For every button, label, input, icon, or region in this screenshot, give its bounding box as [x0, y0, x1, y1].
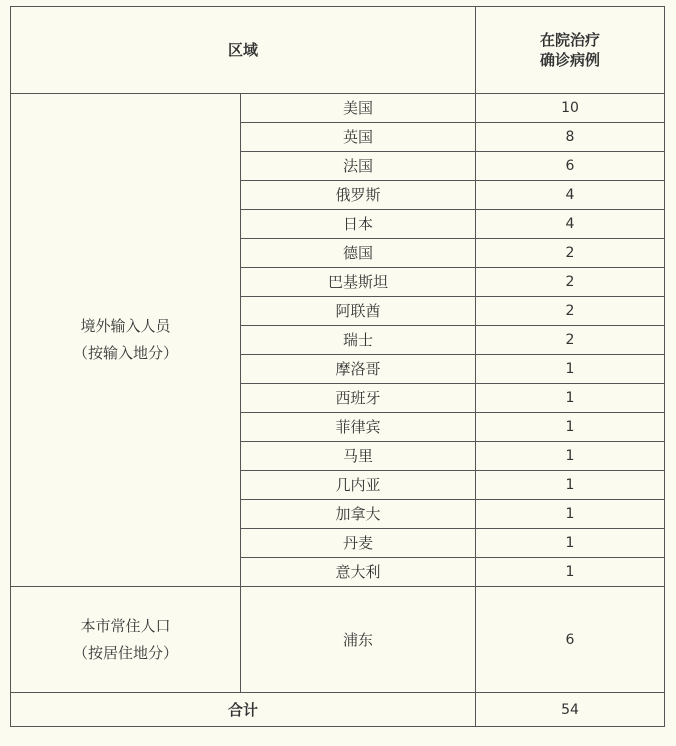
case-count-cell: 1	[476, 500, 665, 529]
header-cases-line1: 在院治疗	[540, 31, 601, 49]
country-cell: 美国	[241, 94, 476, 123]
case-count-cell: 1	[476, 471, 665, 500]
local-label-line1: 本市常住人口	[80, 616, 171, 635]
case-count-cell: 1	[476, 355, 665, 384]
table-row	[11, 94, 665, 123]
case-count-cell: 1	[476, 442, 665, 471]
table-row	[11, 587, 665, 693]
local-group-label	[11, 587, 241, 693]
imported-label-line1: 境外输入人员	[80, 317, 171, 335]
table-header-row	[11, 7, 665, 94]
header-cases	[476, 7, 665, 94]
country-cell: 巴基斯坦	[241, 268, 476, 297]
case-count-cell: 4	[476, 181, 665, 210]
district-cell: 浦东	[241, 587, 476, 693]
case-count-cell: 1	[476, 413, 665, 442]
case-count-cell: 10	[476, 94, 665, 123]
country-cell: 摩洛哥	[241, 355, 476, 384]
country-cell: 西班牙	[241, 384, 476, 413]
case-count-cell: 4	[476, 210, 665, 239]
imported-group-label	[11, 94, 241, 587]
country-cell: 马里	[241, 442, 476, 471]
cases-table-container	[10, 6, 664, 727]
total-row	[11, 693, 665, 727]
case-count-cell: 2	[476, 326, 665, 355]
case-count-cell: 2	[476, 297, 665, 326]
case-count-cell: 2	[476, 268, 665, 297]
country-cell: 意大利	[241, 558, 476, 587]
country-cell: 阿联酋	[241, 297, 476, 326]
country-cell: 丹麦	[241, 529, 476, 558]
country-cell: 英国	[241, 123, 476, 152]
case-count-cell: 1	[476, 384, 665, 413]
imported-label-line2: （按输入地分）	[72, 344, 178, 362]
country-cell: 几内亚	[241, 471, 476, 500]
country-cell: 法国	[241, 152, 476, 181]
case-count-cell: 6	[476, 587, 665, 693]
country-cell: 瑞士	[241, 326, 476, 355]
country-cell: 菲律宾	[241, 413, 476, 442]
case-count-cell: 8	[476, 123, 665, 152]
case-count-cell: 1	[476, 558, 665, 587]
country-cell: 日本	[241, 210, 476, 239]
header-cases-line2: 确诊病例	[540, 51, 601, 69]
local-label-line2: （按居住地分）	[72, 643, 178, 662]
country-cell: 俄罗斯	[241, 181, 476, 210]
header-region: 区域	[11, 7, 476, 94]
total-value: 54	[476, 693, 665, 727]
country-cell: 德国	[241, 239, 476, 268]
total-label: 合计	[11, 693, 476, 727]
case-count-cell: 1	[476, 529, 665, 558]
case-count-cell: 6	[476, 152, 665, 181]
case-count-cell: 2	[476, 239, 665, 268]
country-cell: 加拿大	[241, 500, 476, 529]
cases-table	[10, 6, 665, 727]
